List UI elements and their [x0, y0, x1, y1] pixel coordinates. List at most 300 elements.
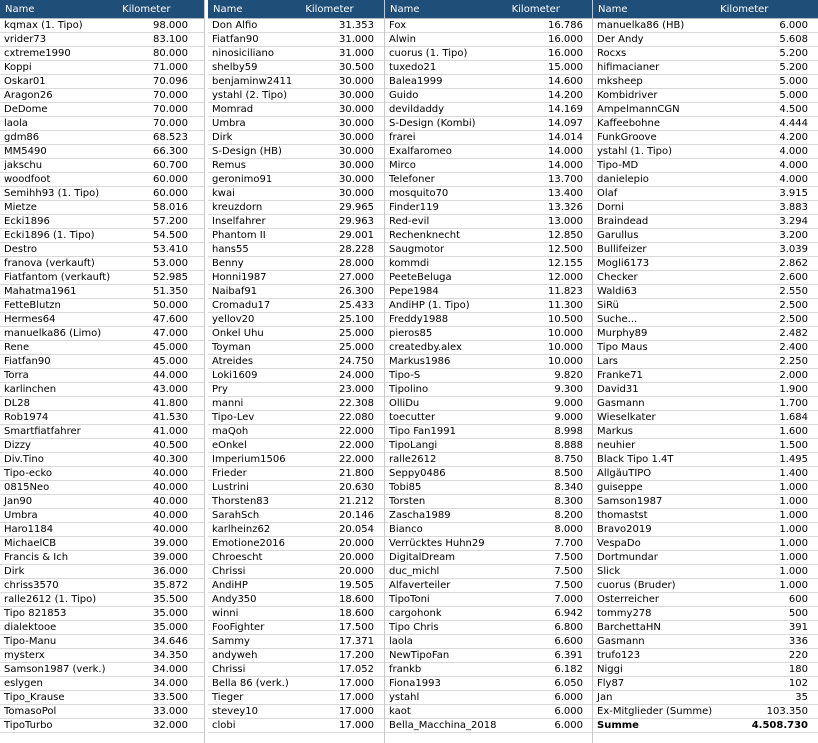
cell-name[interactable]: AmpelmannCGN	[597, 104, 680, 115]
cell-name[interactable]: Red-evil	[389, 216, 430, 227]
cell-name[interactable]: Umbra	[212, 118, 246, 129]
cell-kilometer[interactable]: 9.000	[554, 412, 583, 423]
cell-kilometer[interactable]: 13.000	[548, 216, 583, 227]
cell-kilometer[interactable]: 14.600	[548, 76, 583, 87]
cell-kilometer[interactable]: 500	[788, 608, 808, 619]
cell-name[interactable]: VespaDo	[597, 538, 641, 549]
cell-kilometer[interactable]: 3.039	[779, 244, 808, 255]
cell-kilometer[interactable]: 26.300	[339, 286, 374, 297]
cell-kilometer[interactable]: 40.000	[153, 482, 188, 493]
cell-name[interactable]: guiseppe	[597, 482, 643, 493]
cell-kilometer[interactable]: 17.000	[339, 678, 374, 689]
cell-kilometer[interactable]: 2.000	[779, 370, 808, 381]
cell-kilometer[interactable]: 6.800	[554, 622, 583, 633]
cell-name[interactable]: Der Andy	[597, 34, 644, 45]
cell-name[interactable]: Balea1999	[389, 76, 443, 87]
cell-kilometer[interactable]: 12.155	[548, 258, 583, 269]
cell-name[interactable]: FooFighter	[212, 622, 265, 633]
cell-kilometer[interactable]: 2.250	[779, 356, 808, 367]
cell-kilometer[interactable]: 34.000	[153, 664, 188, 675]
cell-kilometer[interactable]: 3.883	[779, 202, 808, 213]
cell-kilometer[interactable]: 8.998	[554, 426, 583, 437]
cell-kilometer[interactable]: 17.052	[339, 664, 374, 675]
cell-kilometer[interactable]: 51.350	[153, 286, 188, 297]
cell-name[interactable]: devildaddy	[389, 104, 445, 115]
cell-kilometer[interactable]: 36.000	[153, 566, 188, 577]
cell-name[interactable]: Saugmotor	[389, 244, 445, 255]
cell-kilometer[interactable]: 6.000	[554, 692, 583, 703]
cell-name[interactable]: mosquito70	[389, 188, 449, 199]
cell-name[interactable]: ninosiciliano	[212, 48, 274, 59]
cell-kilometer[interactable]: 39.000	[153, 552, 188, 563]
cell-kilometer[interactable]: 30.000	[339, 104, 374, 115]
cell-kilometer[interactable]: 60.700	[153, 160, 188, 171]
cell-name[interactable]: Zascha1989	[389, 510, 451, 521]
cell-kilometer[interactable]: 14.000	[548, 160, 583, 171]
cell-name[interactable]: gdm86	[4, 132, 40, 143]
cell-kilometer[interactable]: 8.340	[554, 482, 583, 493]
cell-name[interactable]: Dirk	[212, 132, 233, 143]
cell-name[interactable]: createdby.alex	[389, 342, 462, 353]
cell-name[interactable]: Mietze	[4, 202, 37, 213]
cell-kilometer[interactable]: 25.000	[339, 328, 374, 339]
cell-name[interactable]: shelby59	[212, 62, 258, 73]
cell-kilometer[interactable]: 14.014	[548, 132, 583, 143]
cell-kilometer[interactable]: 12.500	[548, 244, 583, 255]
cell-name[interactable]: Tipo-Lev	[212, 412, 255, 423]
cell-kilometer[interactable]: 4.000	[779, 174, 808, 185]
cell-name[interactable]: FetteBlutzn	[4, 300, 61, 311]
cell-name[interactable]: stevey10	[212, 706, 258, 717]
cell-name[interactable]: Mogli6173	[597, 258, 650, 269]
cell-kilometer[interactable]: 70.000	[153, 118, 188, 129]
cell-name[interactable]: PeeteBeluga	[389, 272, 452, 283]
cell-name[interactable]: TipoLangi	[389, 440, 438, 451]
cell-name[interactable]: manni	[212, 398, 244, 409]
cell-name[interactable]: ystahl	[389, 692, 420, 703]
cell-name[interactable]: Braindead	[597, 216, 649, 227]
cell-name[interactable]: TipoToni	[389, 594, 430, 605]
cell-name[interactable]: Thorsten83	[212, 496, 270, 507]
cell-name[interactable]: Slick	[597, 566, 621, 577]
cell-kilometer[interactable]: 17.200	[339, 650, 374, 661]
cell-kilometer[interactable]: 29.965	[339, 202, 374, 213]
cell-kilometer[interactable]: 25.100	[339, 314, 374, 325]
cell-kilometer[interactable]: 13.326	[548, 202, 583, 213]
cell-name[interactable]: Exalfaromeo	[389, 146, 452, 157]
cell-name[interactable]: kommdi	[389, 258, 430, 269]
cell-kilometer[interactable]: 1.000	[779, 496, 808, 507]
cell-kilometer[interactable]: 9.820	[554, 370, 583, 381]
cell-name[interactable]: Fly87	[597, 678, 625, 689]
cell-kilometer[interactable]: 22.000	[339, 440, 374, 451]
header-name[interactable]: Name	[390, 3, 420, 15]
cell-kilometer[interactable]: 21.212	[339, 496, 374, 507]
cell-name[interactable]: Momrad	[212, 104, 254, 115]
cell-kilometer[interactable]: 2.500	[779, 314, 808, 325]
cell-kilometer[interactable]: 20.630	[339, 482, 374, 493]
cell-name[interactable]: Rob1974	[4, 412, 49, 423]
cell-name[interactable]: cuorus (Bruder)	[597, 580, 676, 591]
cell-name[interactable]: 0815Neo	[4, 482, 50, 493]
cell-kilometer[interactable]: 5.200	[779, 48, 808, 59]
cell-name[interactable]: Bella 86 (verk.)	[212, 678, 289, 689]
header-name[interactable]: Name	[213, 3, 243, 15]
cell-kilometer[interactable]: 20.000	[339, 566, 374, 577]
cell-name[interactable]: Samson1987 (verk.)	[4, 664, 106, 675]
cell-kilometer[interactable]: 4.500	[779, 104, 808, 115]
cell-kilometer[interactable]: 6.182	[554, 664, 583, 675]
cell-kilometer[interactable]: 3.915	[779, 188, 808, 199]
cell-name[interactable]: Rechenknecht	[389, 230, 461, 241]
cell-name[interactable]: MichaelCB	[4, 538, 57, 549]
cell-kilometer[interactable]: 6.000	[554, 706, 583, 717]
cell-kilometer[interactable]: 1.600	[779, 426, 808, 437]
cell-name[interactable]: Lustrini	[212, 482, 249, 493]
cell-name[interactable]: Lars	[597, 356, 619, 367]
cell-name[interactable]: Bella_Macchina_2018	[389, 720, 497, 731]
cell-name[interactable]: Kaffeebohne	[597, 118, 660, 129]
cell-name[interactable]: Umbra	[4, 510, 38, 521]
cell-name[interactable]: Semihh93 (1. Tipo)	[4, 188, 100, 199]
cell-kilometer[interactable]: 80.000	[153, 48, 188, 59]
cell-name[interactable]: Pry	[212, 384, 228, 395]
cell-name[interactable]: Tipo-S	[389, 370, 421, 381]
cell-name[interactable]: Black Tipo 1.4T	[597, 454, 674, 465]
cell-name[interactable]: Sammy	[212, 636, 250, 647]
cell-kilometer[interactable]: 39.000	[153, 538, 188, 549]
cell-kilometer[interactable]: 41.530	[153, 412, 188, 423]
cell-kilometer[interactable]: 17.000	[339, 706, 374, 717]
cell-kilometer[interactable]: 15.000	[548, 62, 583, 73]
cell-name[interactable]: Jan	[597, 692, 613, 703]
cell-kilometer[interactable]: 4.000	[779, 146, 808, 157]
cell-kilometer[interactable]: 7.000	[554, 594, 583, 605]
cell-kilometer[interactable]: 33.000	[153, 706, 188, 717]
cell-name[interactable]: Alwin	[389, 34, 416, 45]
cell-name[interactable]: tommy278	[597, 608, 652, 619]
cell-name[interactable]: Atreides	[212, 356, 254, 367]
cell-name[interactable]: David31	[597, 384, 639, 395]
cell-name[interactable]: Tipo-ecko	[4, 468, 53, 479]
cell-kilometer[interactable]: 1.684	[779, 412, 808, 423]
cell-kilometer[interactable]: 22.308	[339, 398, 374, 409]
cell-kilometer[interactable]: 8.200	[554, 510, 583, 521]
cell-name[interactable]: Fiatfan90	[212, 34, 259, 45]
cell-kilometer[interactable]: 25.000	[339, 342, 374, 353]
cell-kilometer[interactable]: 53.410	[153, 244, 188, 255]
cell-kilometer[interactable]: 220	[788, 650, 808, 661]
cell-name[interactable]: ralle2612	[389, 454, 437, 465]
cell-kilometer[interactable]: 391	[788, 622, 808, 633]
cell-name[interactable]: Dortmundar	[597, 552, 658, 563]
cell-name[interactable]: AndiHP (1. Tipo)	[389, 300, 470, 311]
cell-name[interactable]: chriss3570	[4, 580, 59, 591]
cell-name[interactable]: Mahatma1961	[4, 286, 77, 297]
cell-name[interactable]: jakschu	[4, 160, 43, 171]
cell-name[interactable]: Francis & Ich	[4, 552, 69, 563]
cell-name[interactable]: Tipo Maus	[597, 342, 648, 353]
cell-name[interactable]: Fiatfan90	[4, 356, 51, 367]
cell-name[interactable]: Gasmann	[597, 398, 645, 409]
cell-kilometer[interactable]: 34.000	[153, 678, 188, 689]
cell-kilometer[interactable]: 7.500	[554, 566, 583, 577]
cell-kilometer[interactable]: 34.350	[153, 650, 188, 661]
cell-name[interactable]: Ecki1896	[4, 216, 50, 227]
cell-name[interactable]: ystahl (2. Tipo)	[212, 90, 288, 101]
cell-name[interactable]: Destro	[4, 244, 37, 255]
cell-kilometer[interactable]: 24.750	[339, 356, 374, 367]
cell-kilometer[interactable]: 4.200	[779, 132, 808, 143]
cell-name[interactable]: DL28	[4, 398, 30, 409]
header-name[interactable]: Name	[5, 3, 35, 15]
cell-name[interactable]: kaot	[389, 706, 411, 717]
cell-kilometer[interactable]: 35.872	[153, 580, 188, 591]
cell-kilometer[interactable]: 7.500	[554, 552, 583, 563]
cell-name[interactable]: Torra	[4, 370, 29, 381]
cell-name[interactable]: pieros85	[389, 328, 433, 339]
cell-kilometer[interactable]: 18.600	[339, 608, 374, 619]
cell-kilometer[interactable]: 8.750	[554, 454, 583, 465]
cell-name[interactable]: Jan90	[4, 496, 33, 507]
cell-kilometer[interactable]: 102	[788, 678, 808, 689]
cell-kilometer[interactable]: 14.169	[548, 104, 583, 115]
cell-name[interactable]: Naibaf91	[212, 286, 258, 297]
cell-name[interactable]: Inselfahrer	[212, 216, 266, 227]
cell-name[interactable]: Markus	[597, 426, 633, 437]
cell-name[interactable]: Summe	[597, 720, 639, 731]
cell-kilometer[interactable]: 7.500	[554, 580, 583, 591]
cell-kilometer[interactable]: 14.000	[548, 146, 583, 157]
cell-kilometer[interactable]: 19.505	[339, 580, 374, 591]
cell-name[interactable]: Österreicher	[597, 594, 660, 605]
cell-kilometer[interactable]: 47.600	[153, 314, 188, 325]
cell-kilometer[interactable]: 40.300	[153, 454, 188, 465]
cell-kilometer[interactable]: 2.550	[779, 286, 808, 297]
cell-kilometer[interactable]: 5.608	[779, 34, 808, 45]
cell-name[interactable]: Checker	[597, 272, 638, 283]
cell-name[interactable]: mysterx	[4, 650, 45, 661]
cell-kilometer[interactable]: 66.300	[153, 146, 188, 157]
cell-name[interactable]: Torsten	[389, 496, 426, 507]
cell-kilometer[interactable]: 13.700	[548, 174, 583, 185]
cell-kilometer[interactable]: 40.000	[153, 510, 188, 521]
cell-name[interactable]: Honni1987	[212, 272, 267, 283]
cell-name[interactable]: OlliDu	[389, 398, 420, 409]
cell-kilometer[interactable]: 2.400	[779, 342, 808, 353]
cell-kilometer[interactable]: 29.001	[339, 230, 374, 241]
cell-name[interactable]: Aragon26	[4, 90, 53, 101]
cell-kilometer[interactable]: 8.300	[554, 496, 583, 507]
cell-kilometer[interactable]: 22.000	[339, 454, 374, 465]
cell-name[interactable]: Fiatfantom (verkauft)	[4, 272, 111, 283]
cell-kilometer[interactable]: 50.000	[153, 300, 188, 311]
cell-kilometer[interactable]: 13.400	[548, 188, 583, 199]
cell-kilometer[interactable]: 12.000	[548, 272, 583, 283]
cell-name[interactable]: hifimacianer	[597, 62, 660, 73]
cell-name[interactable]: S-Design (Kombi)	[389, 118, 476, 129]
cell-name[interactable]: Finder119	[389, 202, 439, 213]
cell-name[interactable]: Niggi	[597, 664, 623, 675]
cell-name[interactable]: woodfoot	[4, 174, 51, 185]
cell-kilometer[interactable]: 6.000	[779, 20, 808, 31]
cell-name[interactable]: S-Design (HB)	[212, 146, 282, 157]
cell-kilometer[interactable]: 1.400	[779, 468, 808, 479]
cell-name[interactable]: Hermes64	[4, 314, 56, 325]
cell-kilometer[interactable]: 40.000	[153, 468, 188, 479]
cell-kilometer[interactable]: 12.850	[548, 230, 583, 241]
cell-kilometer[interactable]: 1.495	[779, 454, 808, 465]
cell-name[interactable]: Freddy1988	[389, 314, 449, 325]
cell-kilometer[interactable]: 35	[795, 692, 808, 703]
cell-name[interactable]: Tipo Fan1991	[389, 426, 456, 437]
cell-kilometer[interactable]: 28.000	[339, 258, 374, 269]
cell-name[interactable]: Dorni	[597, 202, 624, 213]
cell-kilometer[interactable]: 6.942	[554, 608, 583, 619]
cell-name[interactable]: Emotione2016	[212, 538, 285, 549]
cell-kilometer[interactable]: 35.500	[153, 594, 188, 605]
cell-kilometer[interactable]: 4.444	[779, 118, 808, 129]
cell-kilometer[interactable]: 32.000	[153, 720, 188, 731]
cell-kilometer[interactable]: 1.000	[779, 510, 808, 521]
cell-name[interactable]: kreuzdorn	[212, 202, 263, 213]
cell-name[interactable]: laola	[4, 118, 28, 129]
cell-name[interactable]: Ex-Mitglieder (Summe)	[597, 706, 713, 717]
cell-name[interactable]: Verrücktes Huhn29	[389, 538, 485, 549]
cell-kilometer[interactable]: 1.000	[779, 482, 808, 493]
cell-kilometer[interactable]: 18.600	[339, 594, 374, 605]
cell-name[interactable]: thomastst	[597, 510, 648, 521]
cell-kilometer[interactable]: 4.508.730	[751, 720, 808, 731]
cell-name[interactable]: laola	[389, 636, 413, 647]
cell-name[interactable]: DeDome	[4, 104, 48, 115]
cell-name[interactable]: Tipo_Krause	[4, 692, 65, 703]
cell-name[interactable]: trufo123	[597, 650, 641, 661]
cell-name[interactable]: dialektooe	[4, 622, 57, 633]
cell-name[interactable]: Telefoner	[389, 174, 435, 185]
cell-name[interactable]: kqmax (1. Tipo)	[4, 20, 83, 31]
cell-name[interactable]: manuelka86 (HB)	[597, 20, 685, 31]
cell-name[interactable]: ystahl (1. Tipo)	[597, 146, 673, 157]
cell-name[interactable]: Cromadu17	[212, 300, 271, 311]
cell-kilometer[interactable]: 1.000	[779, 580, 808, 591]
cell-kilometer[interactable]: 1.000	[779, 552, 808, 563]
cell-name[interactable]: TipoTurbo	[4, 720, 53, 731]
cell-kilometer[interactable]: 21.800	[339, 468, 374, 479]
cell-kilometer[interactable]: 14.097	[548, 118, 583, 129]
cell-name[interactable]: Dizzy	[4, 440, 31, 451]
cell-name[interactable]: Alfaverteiler	[389, 580, 451, 591]
cell-name[interactable]: geronimo91	[212, 174, 273, 185]
cell-name[interactable]: duc_michl	[389, 566, 440, 577]
cell-name[interactable]: Frieder	[212, 468, 247, 479]
cell-kilometer[interactable]: 6.391	[554, 650, 583, 661]
cell-name[interactable]: Oskar01	[4, 76, 46, 87]
cell-name[interactable]: Tipo Chris	[389, 622, 439, 633]
cell-kilometer[interactable]: 70.000	[153, 104, 188, 115]
cell-name[interactable]: Andy350	[212, 594, 257, 605]
header-kilometer[interactable]: Kilometer	[511, 3, 560, 15]
cell-kilometer[interactable]: 8.000	[554, 524, 583, 535]
cell-name[interactable]: Div.Tino	[4, 454, 44, 465]
cell-kilometer[interactable]: 71.000	[153, 62, 188, 73]
cell-kilometer[interactable]: 5.000	[779, 90, 808, 101]
cell-name[interactable]: Tobi85	[389, 482, 422, 493]
cell-kilometer[interactable]: 70.096	[153, 76, 188, 87]
cell-name[interactable]: Chrissi	[212, 664, 246, 675]
header-kilometer[interactable]: Kilometer	[720, 3, 769, 15]
cell-kilometer[interactable]: 30.000	[339, 174, 374, 185]
cell-name[interactable]: BarchettaHN	[597, 622, 661, 633]
cell-name[interactable]: Rene	[4, 342, 30, 353]
cell-kilometer[interactable]: 45.000	[153, 342, 188, 353]
cell-name[interactable]: Mirco	[389, 160, 416, 171]
cell-name[interactable]: hans55	[212, 244, 249, 255]
cell-kilometer[interactable]: 98.000	[153, 20, 188, 31]
cell-kilometer[interactable]: 29.963	[339, 216, 374, 227]
cell-kilometer[interactable]: 40.000	[153, 524, 188, 535]
cell-name[interactable]: neuhier	[597, 440, 636, 451]
cell-kilometer[interactable]: 70.000	[153, 90, 188, 101]
cell-name[interactable]: eslygen	[4, 678, 43, 689]
cell-kilometer[interactable]: 2.862	[779, 258, 808, 269]
cell-kilometer[interactable]: 33.500	[153, 692, 188, 703]
cell-kilometer[interactable]: 30.000	[339, 160, 374, 171]
cell-kilometer[interactable]: 11.823	[548, 286, 583, 297]
cell-kilometer[interactable]: 10.000	[548, 356, 583, 367]
cell-kilometer[interactable]: 5.200	[779, 62, 808, 73]
cell-name[interactable]: Gasmann	[597, 636, 645, 647]
cell-name[interactable]: Franke71	[597, 370, 643, 381]
cell-kilometer[interactable]: 2.600	[779, 272, 808, 283]
cell-name[interactable]: cxtreme1990	[4, 48, 71, 59]
cell-kilometer[interactable]: 17.500	[339, 622, 374, 633]
cell-name[interactable]: Chrissi	[212, 566, 246, 577]
cell-kilometer[interactable]: 27.000	[339, 272, 374, 283]
cell-name[interactable]: Tipolino	[389, 384, 429, 395]
cell-name[interactable]: Smartfiatfahrer	[4, 426, 81, 437]
cell-name[interactable]: yellov20	[212, 314, 255, 325]
cell-kilometer[interactable]: 52.985	[153, 272, 188, 283]
cell-kilometer[interactable]: 68.523	[153, 132, 188, 143]
cell-kilometer[interactable]: 41.000	[153, 426, 188, 437]
cell-kilometer[interactable]: 31.353	[339, 20, 374, 31]
cell-name[interactable]: Koppi	[4, 62, 32, 73]
cell-name[interactable]: Murphy89	[597, 328, 648, 339]
cell-name[interactable]: danielepio	[597, 174, 649, 185]
cell-name[interactable]: Bianco	[389, 524, 423, 535]
cell-kilometer[interactable]: 2.482	[779, 328, 808, 339]
cell-name[interactable]: karlinchen	[4, 384, 57, 395]
cell-name[interactable]: Haro1184	[4, 524, 54, 535]
cell-name[interactable]: TomasoPol	[4, 706, 57, 717]
cell-kilometer[interactable]: 16.786	[548, 20, 583, 31]
cell-name[interactable]: Fox	[389, 20, 407, 31]
cell-kilometer[interactable]: 7.700	[554, 538, 583, 549]
cell-name[interactable]: AllgäuTIPO	[597, 468, 652, 479]
cell-name[interactable]: Tieger	[212, 692, 244, 703]
cell-kilometer[interactable]: 1.900	[779, 384, 808, 395]
cell-kilometer[interactable]: 14.200	[548, 90, 583, 101]
cell-kilometer[interactable]: 22.080	[339, 412, 374, 423]
cell-kilometer[interactable]: 600	[788, 594, 808, 605]
cell-kilometer[interactable]: 30.000	[339, 118, 374, 129]
cell-name[interactable]: Kombidriver	[597, 90, 658, 101]
cell-kilometer[interactable]: 22.000	[339, 426, 374, 437]
cell-name[interactable]: AndiHP	[212, 580, 248, 591]
cell-name[interactable]: Don Alfio	[212, 20, 258, 31]
cell-name[interactable]: SiRü	[597, 300, 619, 311]
